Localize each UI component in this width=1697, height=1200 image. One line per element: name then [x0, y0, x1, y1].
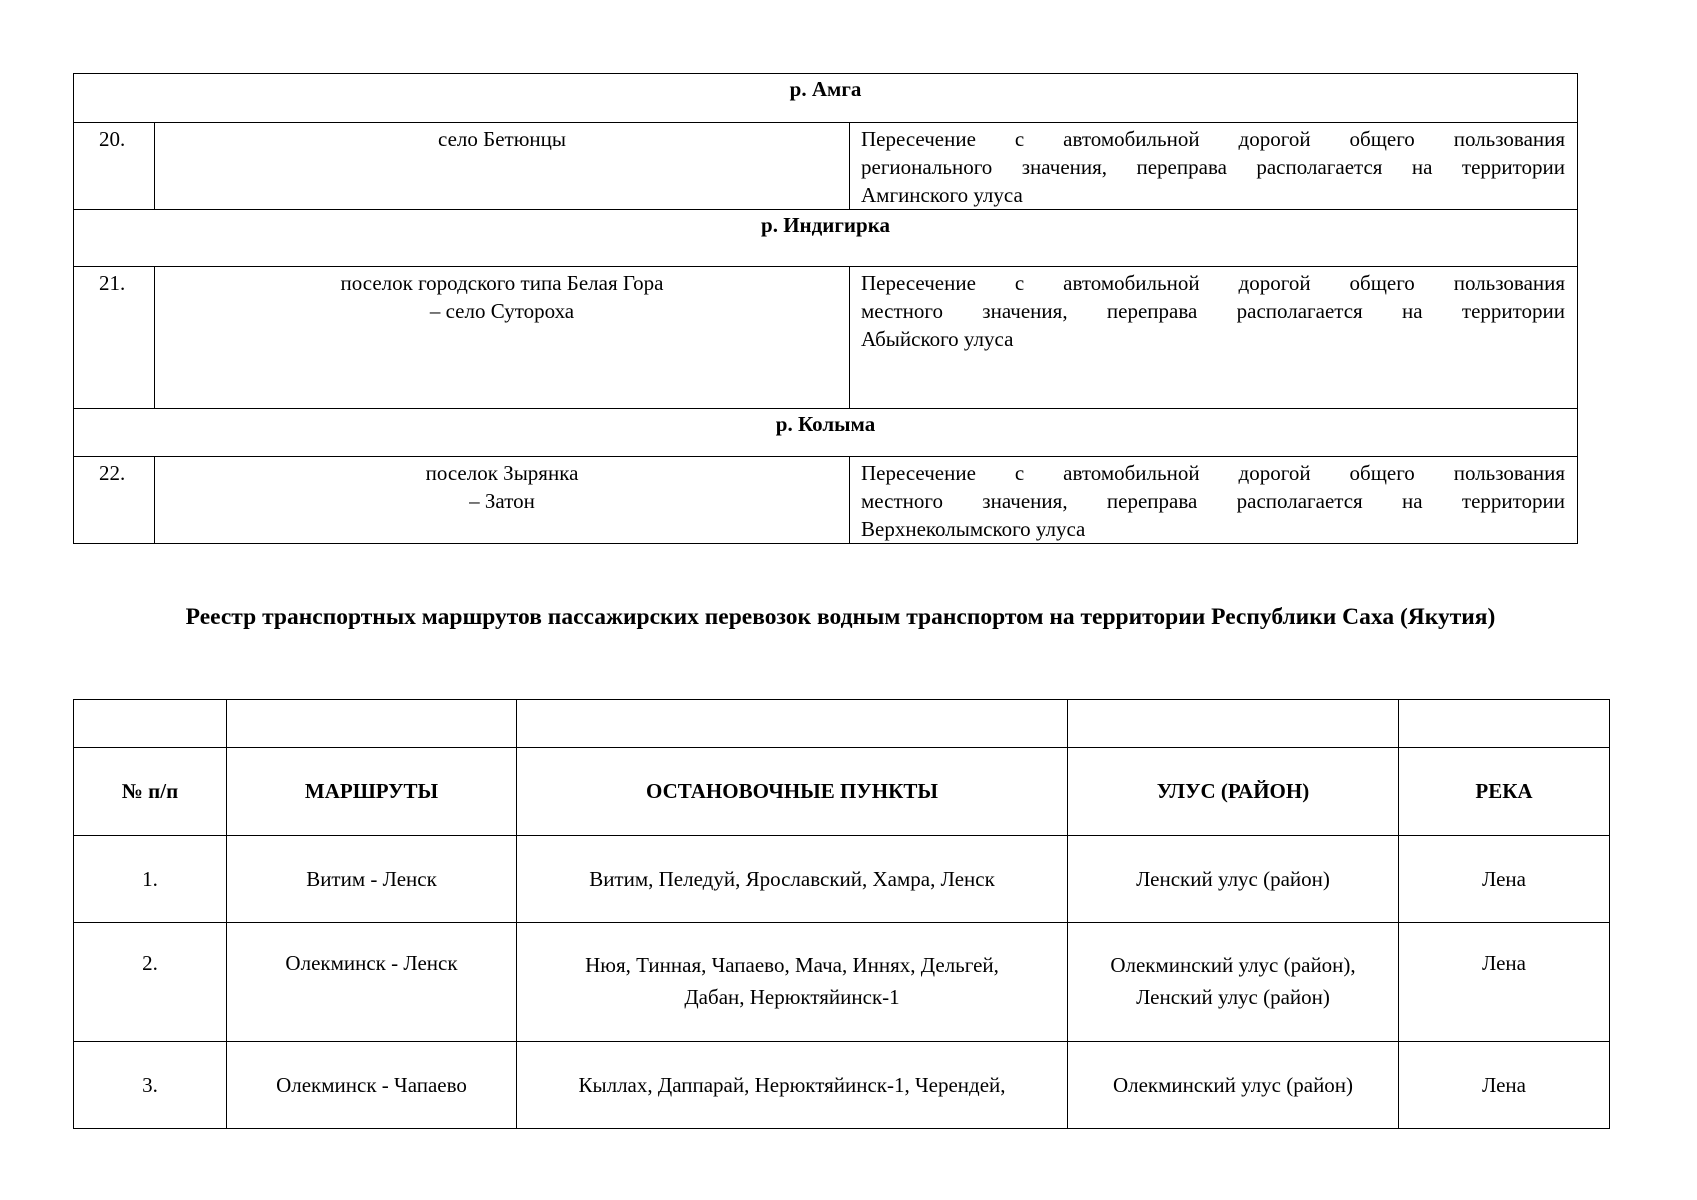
crossing-description: [850, 267, 1578, 409]
route-name: Олекминск - Чапаево: [227, 1042, 517, 1129]
place-line: – Затон: [469, 489, 535, 513]
column-header-district: УЛУС (РАЙОН): [1068, 748, 1399, 836]
stop-points-line: Нюя, Тинная, Чапаево, Мача, Иннях, Дельгей,: [585, 953, 999, 977]
table-row: [74, 1042, 1610, 1129]
river-section-row: [74, 210, 1578, 267]
river: Лена: [1399, 836, 1610, 923]
empty-header-cell: [74, 700, 227, 748]
description-line: регионального значения, переправа располагается на территории: [861, 155, 1566, 179]
row-number: 1.: [74, 836, 227, 923]
district-line: Ленский улус (район): [1136, 867, 1330, 891]
row-number: 3.: [74, 1042, 227, 1129]
stop-points-line: Дабан, Нерюктяйинск-1: [684, 985, 900, 1009]
description-line: Абыйского улуса: [861, 327, 1014, 351]
registry-title: Реестр транспортных маршрутов пассажирских перевозок водным транспортом на территории Республики Саха (Якутия): [185, 604, 1496, 630]
stop-points: [517, 836, 1068, 923]
description-line: местного значения, переправа располагается на территории: [861, 489, 1566, 513]
column-header-stops: ОСТАНОВОЧНЫЕ ПУНКТЫ: [517, 748, 1068, 836]
river-section-row: [74, 409, 1578, 457]
place-line: поселок городского типа Белая Гора: [340, 271, 664, 295]
row-number: 22.: [74, 457, 155, 544]
empty-header-row: [74, 700, 1610, 748]
row-number: 20.: [74, 123, 155, 210]
column-header-number: № п/п: [74, 748, 227, 836]
routes-table: [73, 699, 1610, 1129]
column-header-routes: МАРШРУТЫ: [227, 748, 517, 836]
river-section-row: [74, 74, 1578, 123]
column-header-river: РЕКА: [1399, 748, 1610, 836]
table-row: [74, 836, 1610, 923]
empty-header-cell: [227, 700, 517, 748]
river: Лена: [1399, 1042, 1610, 1129]
crossing-place: [155, 267, 850, 409]
table-row: [74, 923, 1610, 1042]
district: [1068, 836, 1399, 923]
river-heading: р. Амга: [74, 74, 1578, 123]
stop-points-line: Витим, Пеледуй, Ярославский, Хамра, Ленск: [589, 867, 995, 891]
crossing-place: [155, 123, 850, 210]
route-name: Олекминск - Ленск: [227, 923, 517, 1042]
header-row: [74, 748, 1610, 836]
description-line: Пересечение с автомобильной дорогой общего пользования: [861, 461, 1566, 485]
stop-points: [517, 923, 1068, 1042]
district-line: Олекминский улус (район),: [1110, 953, 1356, 977]
river-heading: р. Колыма: [74, 409, 1578, 457]
table-row: [74, 123, 1578, 210]
description-line: местного значения, переправа располагается на территории: [861, 299, 1566, 323]
river: Лена: [1399, 923, 1610, 1042]
empty-header-cell: [1399, 700, 1610, 748]
row-number: 21.: [74, 267, 155, 409]
description-line: Пересечение с автомобильной дорогой общего пользования: [861, 127, 1566, 151]
district: [1068, 923, 1399, 1042]
table-row: [74, 267, 1578, 409]
district-line: Олекминский улус (район): [1112, 1073, 1354, 1097]
crossing-description: [850, 457, 1578, 544]
description-line: Амгинского улуса: [861, 183, 1023, 207]
table-row: [74, 457, 1578, 544]
district-line: Ленский улус (район): [1136, 985, 1330, 1009]
stop-points: [517, 1042, 1068, 1129]
place-line: – село Сутороха: [429, 299, 575, 323]
crossing-description: [850, 123, 1578, 210]
place-line: село Бетюнцы: [438, 127, 566, 151]
description-line: Верхнеколымского улуса: [861, 517, 1086, 541]
route-name: Витим - Ленск: [227, 836, 517, 923]
ferry-crossings-table: [73, 73, 1578, 544]
river-heading: р. Индигирка: [74, 210, 1578, 267]
empty-header-cell: [1068, 700, 1399, 748]
row-number: 2.: [74, 923, 227, 1042]
district: [1068, 1042, 1399, 1129]
crossing-place: [155, 457, 850, 544]
place-line: поселок Зырянка: [425, 461, 579, 485]
stop-points-line: Кыллах, Даппарай, Нерюктяйинск-1, Черендей,: [578, 1073, 1006, 1097]
description-line: Пересечение с автомобильной дорогой общего пользования: [861, 271, 1566, 295]
empty-header-cell: [517, 700, 1068, 748]
